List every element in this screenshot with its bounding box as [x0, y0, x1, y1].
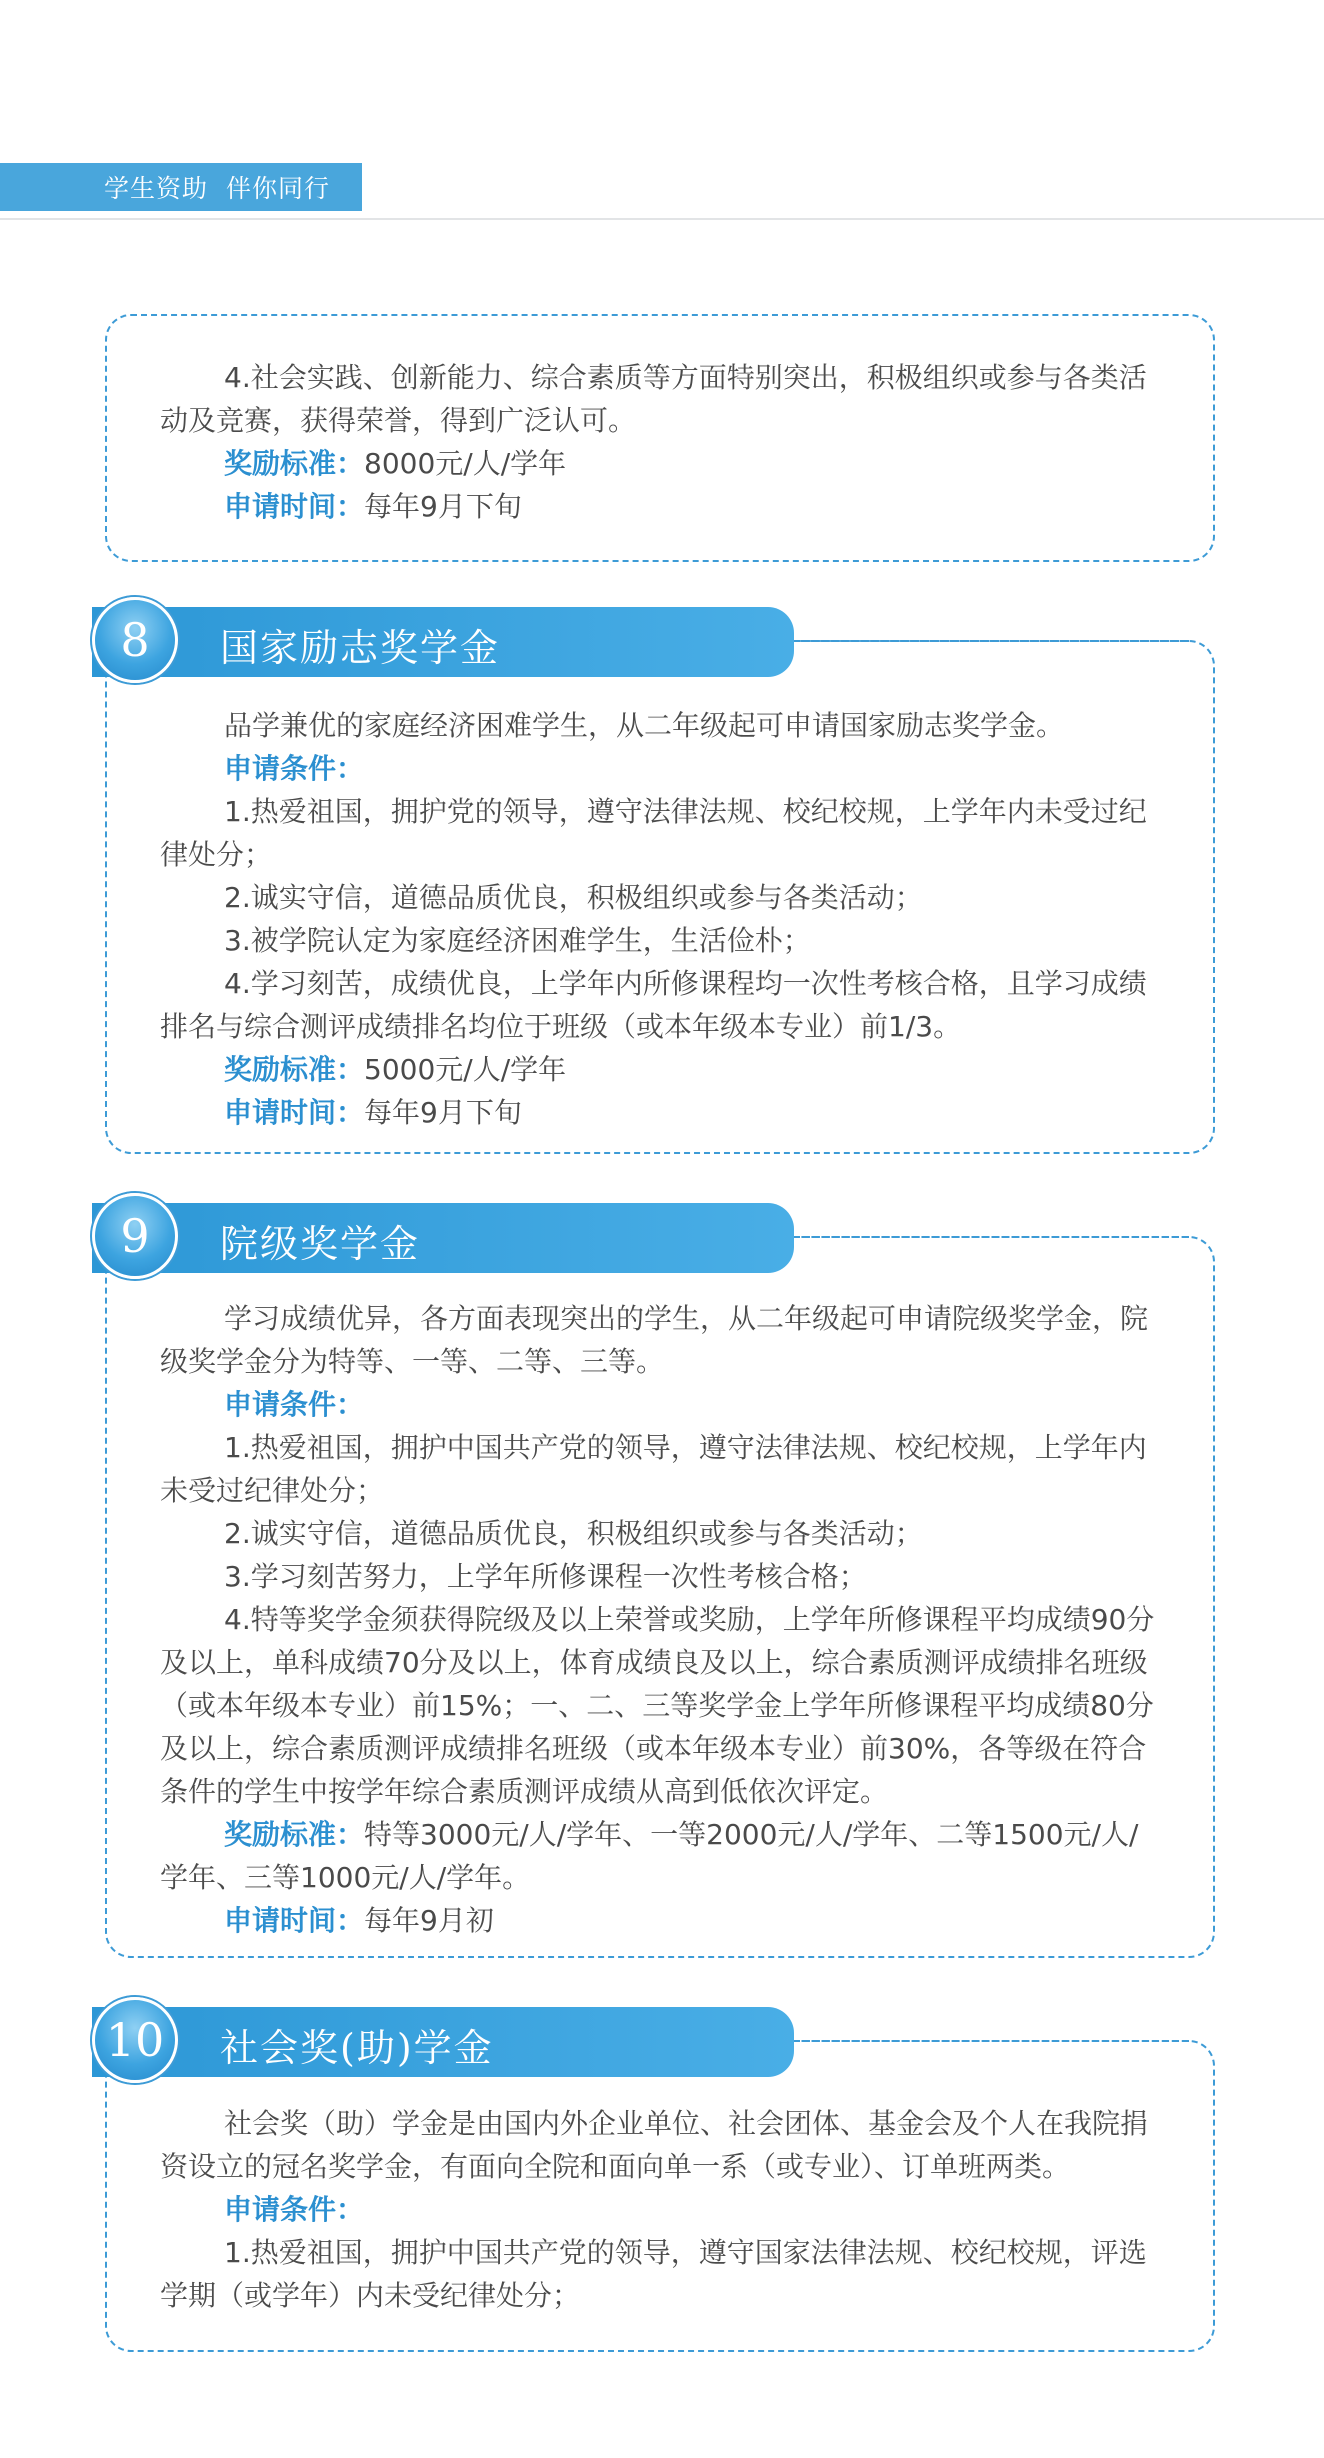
section9-content: [160, 1297, 1162, 1942]
section8-banner-dash: [794, 640, 1189, 642]
section9-banner-dash: [794, 1236, 1189, 1238]
section8-condition-1: 1.热爱祖国，拥护党的领导，遵守法律法规、校纪校规，上学年内未受过纪律处分；: [160, 795, 1147, 871]
section8-award-value: 5000元/人/学年: [364, 1053, 567, 1086]
section10-conditions-label: 申请条件：: [224, 2193, 365, 2226]
section10-intro: 社会奖（助）学金是由国内外企业单位、社会团体、基金会及个人在我院捐资设立的冠名奖学金，有面向全院和面向单一系（或专业）、订单班两类。: [160, 2107, 1149, 2183]
header-accent: [356, 163, 362, 211]
section9-title: 院级奖学金: [220, 1222, 421, 1266]
section9-conditions-label: 申请条件：: [224, 1388, 365, 1421]
section8-condition-3: 3.被学院认定为家庭经济困难学生，生活俭朴；: [224, 924, 811, 957]
section8-content: [160, 704, 1162, 1134]
section8-number-badge: 8: [92, 597, 178, 683]
section7-time-label: 申请时间：: [224, 490, 365, 523]
section10-banner-dash: [794, 2040, 1189, 2042]
header-divider: [0, 218, 1324, 220]
section9-condition-2: 2.诚实守信，道德品质优良，积极组织或参与各类活动；: [224, 1517, 923, 1550]
section10-number-badge: 10: [92, 1997, 178, 2083]
section9-condition-3: 3.学习刻苦努力，上学年所修课程一次性考核合格；: [224, 1560, 867, 1593]
section8-award-label: 奖励标准：: [224, 1053, 365, 1086]
header-title-part2: 伴你同行: [226, 174, 331, 203]
section10-content: [160, 2102, 1162, 2317]
section9-condition-1: 1.热爱祖国，拥护中国共产党的领导，遵守法律法规、校纪校规，上学年内未受过纪律处分；: [160, 1431, 1147, 1507]
section8-condition-4: 4.学习刻苦，成绩优良，上学年内所修课程均一次性考核合格，且学习成绩排名与综合测评成绩排名均位于班级（或本年级本专业）前1/3。: [160, 967, 1147, 1043]
section10-condition-1: 1.热爱祖国，拥护中国共产党的领导，遵守国家法律法规、校纪校规，评选学期（或学年）内未受纪律处分；: [160, 2236, 1147, 2312]
section7-award-value: 8000元/人/学年: [364, 447, 567, 480]
section9-banner: [92, 1203, 794, 1273]
section9-award-value: 特等3000元/人/学年、一等2000元/人/学年、二等1500元/人/学年、三等1000元/人/学年。: [160, 1818, 1139, 1894]
section9-time-label: 申请时间：: [224, 1904, 365, 1937]
section8-condition-2: 2.诚实守信，道德品质优良，积极组织或参与各类活动；: [224, 881, 923, 914]
section9-award-label: 奖励标准：: [224, 1818, 365, 1851]
header-bar: [0, 163, 358, 211]
section9-number-badge: 9: [92, 1193, 178, 1279]
header-title-part1: 学生资助: [104, 174, 209, 203]
section8-intro: 品学兼优的家庭经济困难学生，从二年级起可申请国家励志奖学金。: [224, 709, 1065, 742]
section7-condition-4: 4.社会实践、创新能力、综合素质等方面特别突出，积极组织或参与各类活动及竞赛，获得荣誉，得到广泛认可。: [160, 361, 1147, 437]
section8-conditions-label: 申请条件：: [224, 752, 365, 785]
section8-title: 国家励志奖学金: [220, 626, 501, 670]
section8-time-label: 申请时间：: [224, 1096, 365, 1129]
section7-award-label: 奖励标准：: [224, 447, 365, 480]
section8-time-value: 每年9月下旬: [364, 1096, 522, 1129]
section9-time-value: 每年9月初: [364, 1904, 494, 1937]
section7-content: [160, 356, 1162, 528]
section10-title: 社会奖(助)学金: [220, 2026, 494, 2070]
section9-intro: 学习成绩优异，各方面表现突出的学生，从二年级起可申请院级奖学金，院级奖学金分为特等、一等、二等、三等。: [160, 1302, 1149, 1378]
section7-time-value: 每年9月下旬: [364, 490, 522, 523]
section9-condition-4: 4.特等奖学金须获得院级及以上荣誉或奖励，上学年所修课程平均成绩90分及以上，单科成绩70分及以上，体育成绩良及以上，综合素质测评成绩排名班级（或本年级本专业）前15%；一、二、三等奖学金上学年所修课程平均成绩80分及以上，综合素质测评成绩排名班级（或本年级本专业）前30%，各等级在符合条件的学生中按学年综合素质测评成绩从高到低依次评定。: [160, 1603, 1155, 1808]
